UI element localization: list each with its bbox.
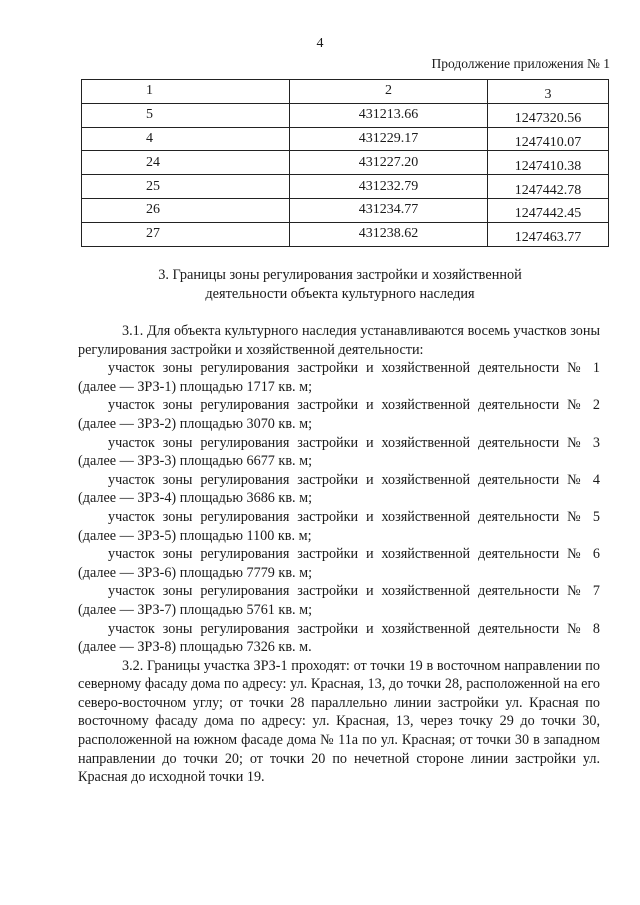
point-number-cell: 27: [82, 222, 290, 246]
y-coordinate-cell: 1247463.77: [488, 222, 609, 246]
table-header-cell: 1: [82, 80, 290, 104]
x-coordinate-cell: 431238.62: [290, 222, 488, 246]
zone-item: участок зоны регулирования застройки и хозяйственной деятельности № 6 (далее — ЗРЗ-6) площадью 7779 кв. м;: [78, 546, 600, 581]
coordinates-table: [81, 79, 609, 247]
zone-item: участок зоны регулирования застройки и хозяйственной деятельности № 5 (далее — ЗРЗ-5) площадью 1100 кв. м;: [78, 508, 600, 544]
zone-item: участок зоны регулирования застройки и хозяйственной деятельности № 2 (далее — ЗРЗ-2) площадью 3070 кв. м;: [78, 397, 600, 432]
y-coordinate-cell: 1247442.78: [488, 175, 609, 199]
x-coordinate-cell: 431232.79: [290, 175, 488, 199]
zone-item: участок зоны регулирования застройки и хозяйственной деятельности № 4 (далее — ЗРЗ-4) площадью 3686 кв. м;: [78, 471, 600, 507]
x-coordinate-cell: 431213.66: [290, 103, 488, 127]
paragraph-3-2: 3.2. Границы участка ЗРЗ-1 проходят: от точки 19 в восточном направлении по северному фасаду дома по адресу: ул. Красная, 13, до точки 28, расположенной на его северо-восточном углу; от точки 28 параллельно линии застройки ул. Красная по восточному фасаду дома по адресу: ул. Красная, 13, через точку 29 до точки 30, расположенной на южном фасаде дома № 11а по ул. Красная; от точки 30 в западном направлении до точки 20; от точки 20 по нечетной стороне линии застройки ул. Красная до исходной точки 19.: [78, 657, 600, 786]
table-row: [82, 175, 609, 199]
zone-item: участок зоны регулирования застройки и хозяйственной деятельности № 7 (далее — ЗРЗ-7) площадью 5761 кв. м;: [78, 583, 600, 618]
table-header-cell: 3: [488, 80, 609, 104]
point-number-cell: 5: [82, 103, 290, 127]
table-row: [82, 151, 609, 175]
y-coordinate-cell: 1247410.38: [488, 151, 609, 175]
zone-item: участок зоны регулирования застройки и хозяйственной деятельности № 1 (далее — ЗРЗ-1) площадью 1717 кв. м;: [78, 360, 600, 395]
table-header-cell: 2: [290, 80, 488, 104]
point-number-cell: 25: [82, 175, 290, 199]
point-number-cell: 4: [82, 127, 290, 151]
paragraph-3-1: 3.1. Для объекта культурного наследия устанавливаются восемь участков зоны регулирования застройки и хозяйственной деятельности:: [78, 323, 600, 358]
zone-item: участок зоны регулирования застройки и хозяйственной деятельности № 8 (далее — ЗРЗ-8) площадью 7326 кв. м.: [78, 620, 600, 656]
x-coordinate-cell: 431234.77: [290, 198, 488, 222]
x-coordinate-cell: 431229.17: [290, 127, 488, 151]
x-coordinate-cell: 431227.20: [290, 151, 488, 175]
section-heading: [70, 266, 610, 304]
table-row: [82, 198, 609, 222]
table-header-row: [82, 80, 609, 104]
page-number: 4: [316, 36, 324, 51]
y-coordinate-cell: 1247442.45: [488, 198, 609, 222]
section-body: [78, 322, 600, 787]
table-row: [82, 222, 609, 246]
table-row: [82, 127, 609, 151]
table-row: [82, 103, 609, 127]
section-heading-line: деятельности объекта культурного наследия: [205, 286, 475, 302]
zone-item: участок зоны регулирования застройки и хозяйственной деятельности № 3 (далее — ЗРЗ-3) площадью 6677 кв. м;: [78, 434, 600, 470]
point-number-cell: 26: [82, 198, 290, 222]
y-coordinate-cell: 1247410.07: [488, 127, 609, 151]
section-heading-line: 3. Границы зоны регулирования застройки и хозяйственной: [158, 267, 522, 283]
y-coordinate-cell: 1247320.56: [488, 103, 609, 127]
point-number-cell: 24: [82, 151, 290, 175]
continuation-note: Продолжение приложения № 1: [431, 56, 610, 71]
